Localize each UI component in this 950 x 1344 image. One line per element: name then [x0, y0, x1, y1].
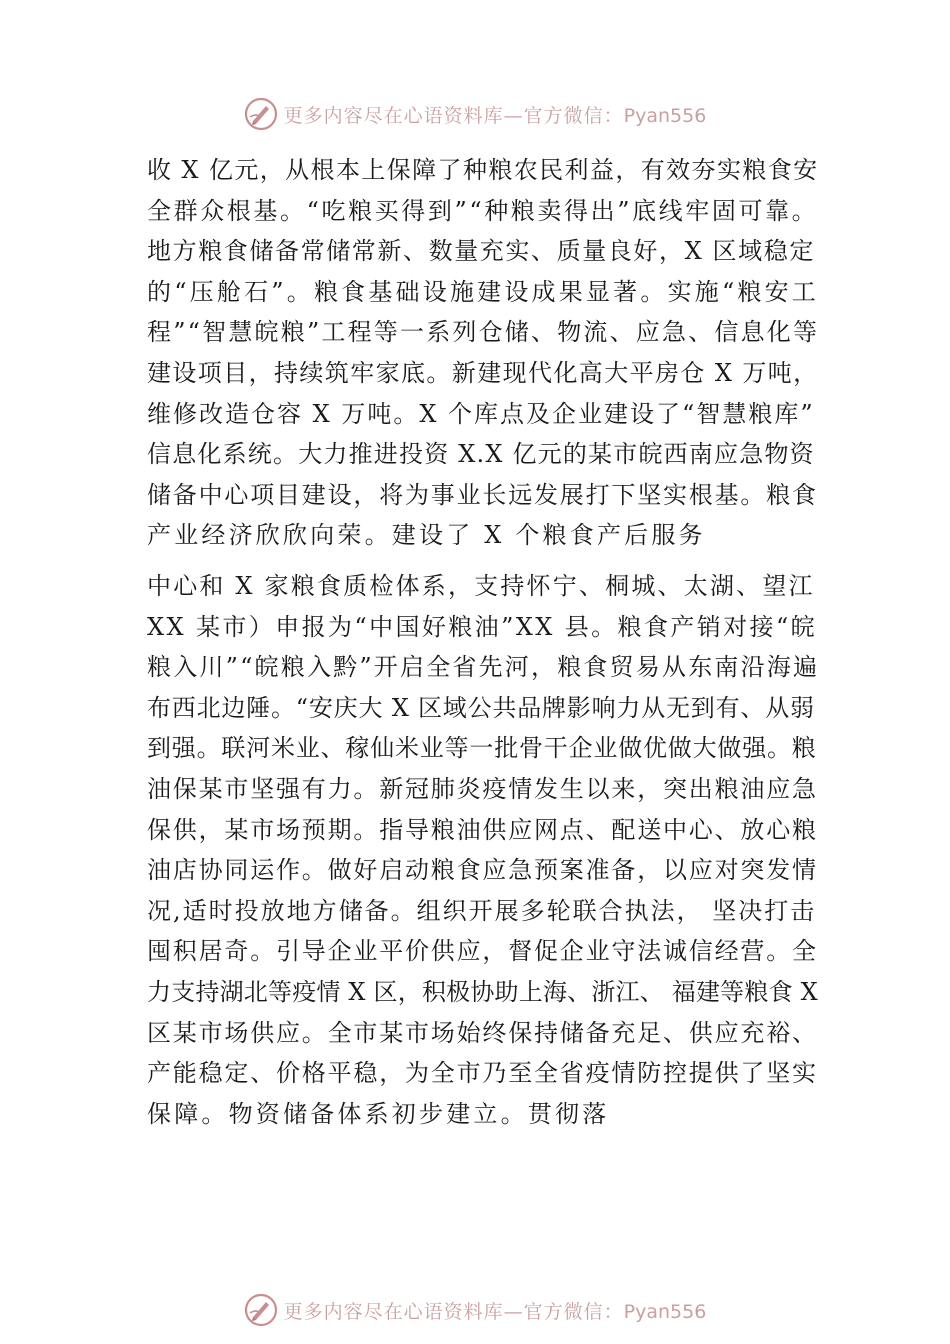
text-line: XX 某市）申报为“中国好粮油”XX 县。粮食产销对接“皖: [147, 612, 818, 641]
paragraph-1: [147, 150, 819, 556]
watermark-text: 更多内容尽在心语资料库—官方微信：Pyan556: [283, 104, 707, 127]
watermark-id: Pyan556: [623, 1300, 707, 1323]
text-line: 保障。物资储备体系初步建立。贯彻落: [147, 1099, 610, 1128]
text-line: 产能稳定、价格平稳，为全市乃至全省疫情防控提供了坚实: [147, 1059, 818, 1088]
text-line: 囤积居奇。引导企业平价供应，督促企业守法诚信经营。全: [147, 937, 818, 966]
text-line: 的“压舱石”。粮食基础设施建设成果显著。实施“粮安工: [147, 277, 819, 306]
text-line: 中心和 X 家粮食质检体系，支持怀宁、桐城、太湖、望江: [147, 572, 815, 600]
text-line: 力支持湖北等疫情 X 区，积极协助上海、浙江、 福建等粮食 X: [147, 977, 818, 1006]
paragraph-2: [147, 566, 819, 1134]
text-line: 粮入川”“皖粮入黔”开启全省先河，粮食贸易从东南沿海遍: [147, 653, 819, 682]
watermark-text: 更多内容尽在心语资料库—官方微信：Pyan556: [283, 1300, 707, 1323]
watermark-footer: [0, 1290, 950, 1330]
text-line: 建设项目，持续筑牢家底。新建现代化高大平房仓 X 万吨，: [147, 358, 819, 387]
text-line: 油店协同运作。做好启动粮食应急预案准备，以应对突发情: [147, 856, 818, 885]
text-line: 况,适时投放地方储备。组织开展多轮联合执法， 坚决打击: [147, 896, 817, 925]
text-line: 产业经济欣欣向荣。建设了 X 个粮食产后服务: [147, 521, 706, 550]
text-line: 储备中心项目建设，将为事业长远发展打下坚实根基。粮食: [147, 480, 818, 509]
text-line: 布西北边陲。“安庆大 X 区域公共品牌影响力从无到有、从弱: [147, 693, 815, 722]
text-line: 油保某市坚强有力。新冠肺炎疫情发生以来，突出粮油应急: [147, 774, 818, 803]
text-line: 信息化系统。大力推进投资 X.X 亿元的某市皖西南应急物资: [147, 440, 815, 469]
text-line: 区某市场供应。全市某市场始终保持储备充足、供应充裕、: [147, 1018, 818, 1047]
text-line: 收 X 亿元，从根本上保障了种粮农民利益，有效夯实粮食安: [147, 156, 819, 184]
text-line: 维修改造仓容 X 万吨。X 个库点及企业建设了“智慧粮库”: [147, 399, 815, 428]
text-line: 地方粮食储备常储常新、数量充实、质量良好，X 区域稳定: [147, 237, 815, 266]
text-line: 保供，某市场预期。指导粮油供应网点、配送中心、放心粮: [147, 815, 818, 844]
text-line: 到强。联河米业、稼仙米业等一批骨干企业做优做大做强。粮: [147, 734, 817, 763]
watermark-header: [0, 94, 950, 134]
pen-logo-icon: [244, 1293, 278, 1327]
watermark-id: Pyan556: [623, 104, 707, 127]
text-line: 程”“智慧皖粮”工程等一系列仓储、物流、应急、信息化等: [147, 318, 819, 347]
pen-logo-icon: [244, 97, 278, 131]
text-line: 全群众根基。“吃粮买得到”“种粮卖得出”底线牢固可靠。: [147, 196, 819, 225]
